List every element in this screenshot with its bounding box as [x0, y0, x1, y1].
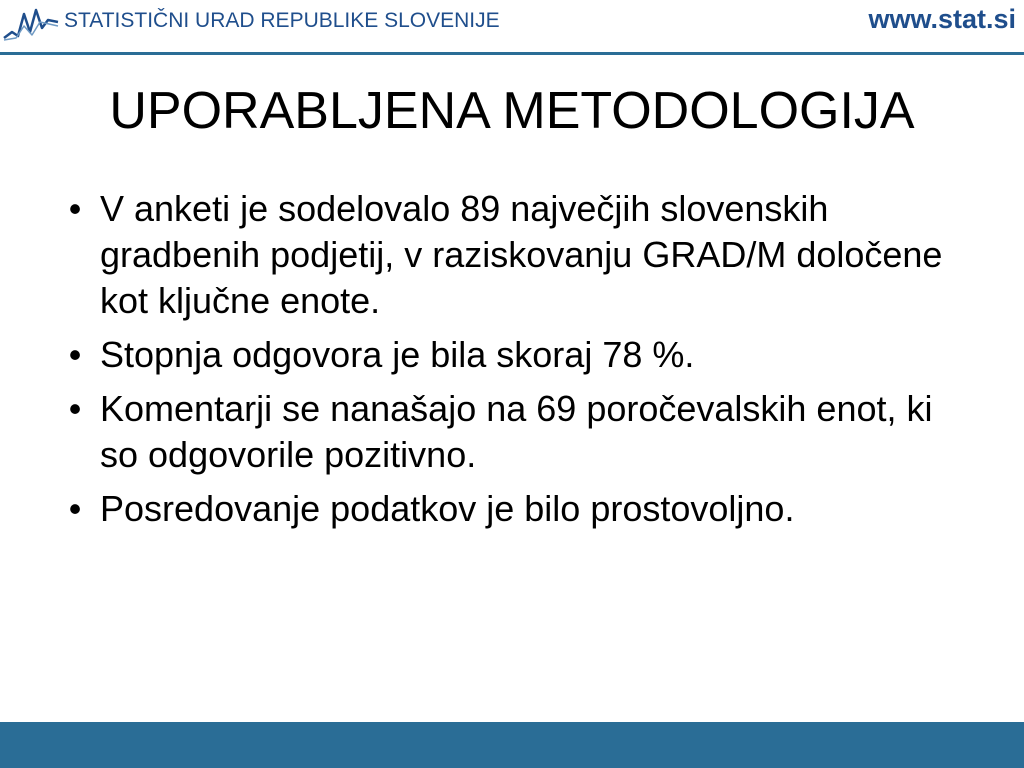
bullet-point-icon: •	[68, 334, 82, 375]
bullet-point-icon: •	[68, 388, 82, 429]
website-link[interactable]: www.stat.si	[868, 4, 1016, 34]
bullet-text: Stopnja odgovora je bila skoraj 78 %.	[100, 334, 695, 375]
bullet-item	[60, 186, 960, 324]
bullet-item	[60, 332, 960, 378]
statistical-wave-logo-icon	[2, 2, 60, 42]
bullet-point-icon: •	[68, 188, 82, 229]
bullet-point-icon: •	[68, 488, 82, 529]
bullet-text: Posredovanje podatkov je bilo prostovoljno.	[100, 488, 795, 529]
organization-name: STATISTIČNI URAD REPUBLIKE SLOVENIJE	[64, 9, 500, 32]
bullet-item	[60, 386, 960, 478]
bullet-item	[60, 486, 960, 532]
slide-title: UPORABLJENA METODOLOGIJA	[109, 82, 915, 140]
footer-bar	[0, 722, 1024, 768]
slide-header	[0, 0, 1024, 56]
bullet-text: Komentarji se nanašajo na 69 poročevalskih enot, ki so odgovorile pozitivno.	[100, 388, 933, 475]
header-divider	[0, 52, 1024, 55]
bullet-list	[60, 186, 960, 540]
bullet-text: V anketi je sodelovalo 89 največjih slovenskih gradbenih podjetij, v raziskovanju GRAD/M določene kot ključne enote.	[100, 188, 943, 321]
